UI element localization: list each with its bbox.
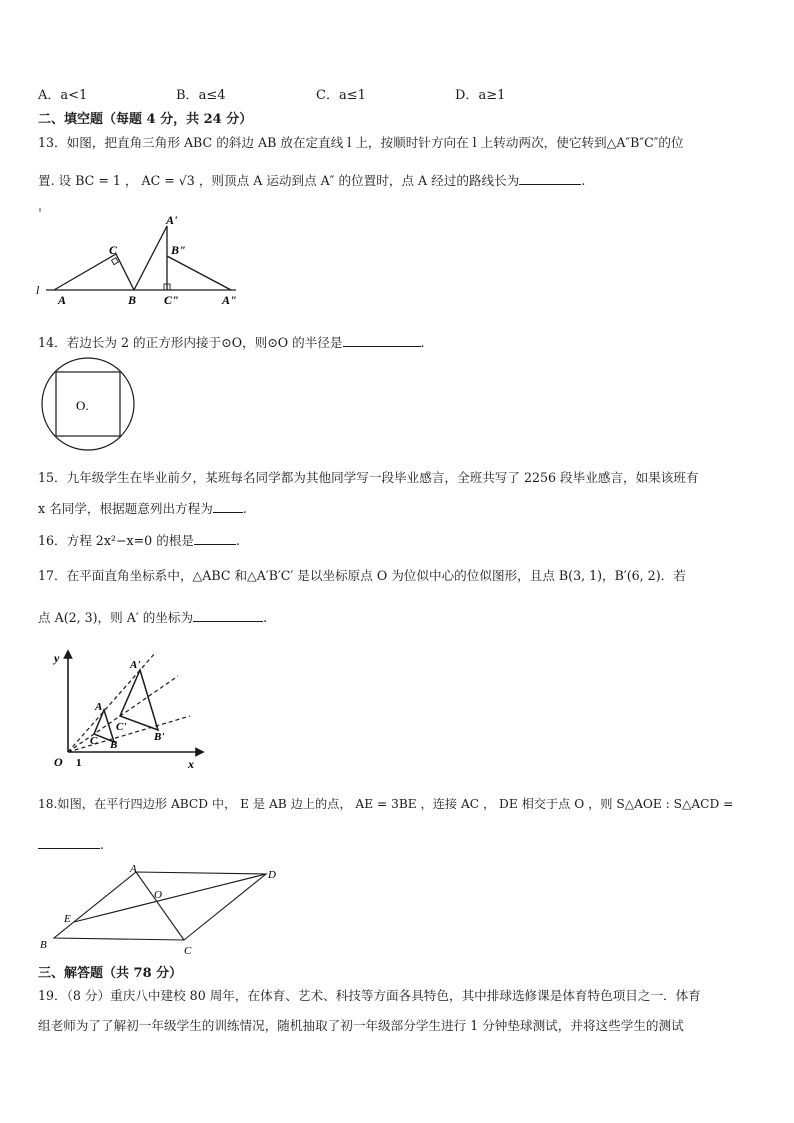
question-19-line1: 19．（8 分）重庆八中建校 80 周年，在体育、艺术、科技等方面各具特色，其中排球选修课是体育特色项目之一．体育 — [38, 988, 701, 1003]
section-title-fill-blank: 二、填空题（每题 4 分，共 24 分） — [38, 112, 253, 127]
option-c — [316, 84, 366, 103]
question-15-text: x 名同学，根据题意列出方程为 — [38, 501, 213, 516]
fig18-label-c: C — [184, 945, 192, 957]
fig17-label-origin: O — [54, 755, 63, 769]
fig18-label-a: A — [130, 863, 137, 875]
figure-18-parallelogram — [34, 862, 284, 957]
answer-blank-15[interactable] — [213, 498, 243, 513]
answer-blank-13[interactable] — [519, 170, 581, 185]
fig18-label-d: D — [268, 869, 276, 881]
question-18-line2 — [38, 834, 104, 855]
fig17-label-a: A — [95, 701, 103, 713]
fig17-label-b: B — [110, 739, 118, 751]
answer-blank-18[interactable] — [38, 834, 100, 849]
option-b-text: a≤4 — [198, 88, 226, 103]
fig13-label-a-prime: A' — [166, 213, 178, 227]
fig13-label-c: C — [109, 243, 118, 257]
fig17-label-y: y — [54, 651, 60, 665]
fig17-label-x: x — [188, 757, 194, 771]
option-c-letter: C． — [316, 88, 339, 103]
fig14-center-label: O. — [76, 398, 89, 413]
option-b — [176, 84, 225, 103]
option-a-text: a<1 — [60, 88, 88, 103]
fig17-label-c: C — [90, 735, 98, 747]
section-title-solve: 三、解答题（共 78 分） — [38, 966, 183, 981]
option-b-letter: B． — [176, 88, 199, 103]
answer-blank-16[interactable] — [194, 530, 236, 545]
question-15-line2 — [38, 498, 247, 519]
fig13-label-b: B — [128, 293, 137, 307]
question-16 — [38, 530, 240, 551]
question-14 — [38, 332, 425, 353]
fig17-label-b-prime: B' — [154, 731, 165, 743]
question-13-line2 — [38, 170, 585, 191]
fig13-label-a-double-prime: A" — [222, 293, 237, 307]
option-c-text: a≤1 — [338, 88, 366, 103]
figure-17-homothety — [48, 648, 218, 773]
question-18-line1: 18.如图，在平行四边形 ABCD 中， E 是 AB 边上的点， AE = 3BE ，连接 AC ， DE 相交于点 O ，则 S△AOE : S△ACD = — [38, 797, 734, 811]
figure-14-inscribed-square — [40, 356, 140, 456]
question-14-end: . — [420, 335, 425, 350]
fig13-label-c-double-prime: C" — [164, 293, 179, 307]
question-13-end: . — [581, 173, 586, 188]
question-18-end: . — [100, 837, 105, 852]
question-17-line2 — [38, 607, 267, 628]
question-17-end: . — [263, 610, 268, 625]
fig13-label-a: A — [58, 293, 67, 307]
question-16-text: 16．方程 2x²−x=0 的根是 — [38, 533, 194, 548]
question-13-text: 置. 设 BC = 1 ， AC = √3 ，则顶点 A 运动到点 A″ 的位置时，点 A 经过的路线长为 — [38, 173, 520, 188]
fig13-label-l: l — [36, 283, 40, 297]
fig13-label-b-double-prime: B" — [171, 243, 186, 257]
fig18-label-o: O — [154, 889, 162, 901]
option-a-letter: A． — [38, 88, 61, 103]
answer-blank-17[interactable] — [193, 607, 263, 622]
fig17-label-a-prime: A' — [130, 659, 141, 671]
fig18-label-b: B — [40, 939, 47, 951]
fig17-label-c-prime: C' — [116, 721, 127, 733]
fig17-label-one: 1 — [76, 757, 82, 769]
question-14-text: 14．若边长为 2 的正方形内接于⊙O，则⊙O 的半径是 — [38, 335, 343, 350]
question-17-text: 点 A(2, 3)，则 A′ 的坐标为 — [38, 610, 194, 625]
answer-blank-14[interactable] — [343, 332, 421, 347]
question-15-line1: 15．九年级学生在毕业前夕，某班每名同学都为其他同学写一段毕业感言，全班共写了 2256 段毕业感言，如果该班有 — [38, 470, 699, 485]
option-d-letter: D． — [455, 88, 479, 103]
question-17-line1: 17．在平面直角坐标系中，△ABC 和△A′B′C′ 是以坐标原点 O 为位似中心的位似图形，且点 B(3, 1)，B′(6, 2)．若 — [38, 568, 686, 583]
question-13-line1: 13．如图，把直角三角形 ABC 的斜边 AB 放在定直线 l 上，按顺时针方向在 l 上转动两次，使它转到△A″B″C″的位 — [38, 135, 684, 150]
fig18-label-e: E — [64, 913, 71, 925]
question-16-end: . — [235, 533, 240, 548]
option-d — [455, 84, 505, 103]
figure-13-rotating-triangle — [36, 208, 256, 308]
question-15-end: . — [242, 501, 247, 516]
option-a — [38, 84, 87, 103]
question-19-line2: 组老师为了了解初一年级学生的训练情况，随机抽取了初一年级部分学生进行 1 分钟垫球测试，并将这些学生的测试 — [38, 1018, 684, 1033]
option-d-text: a≥1 — [478, 88, 506, 103]
